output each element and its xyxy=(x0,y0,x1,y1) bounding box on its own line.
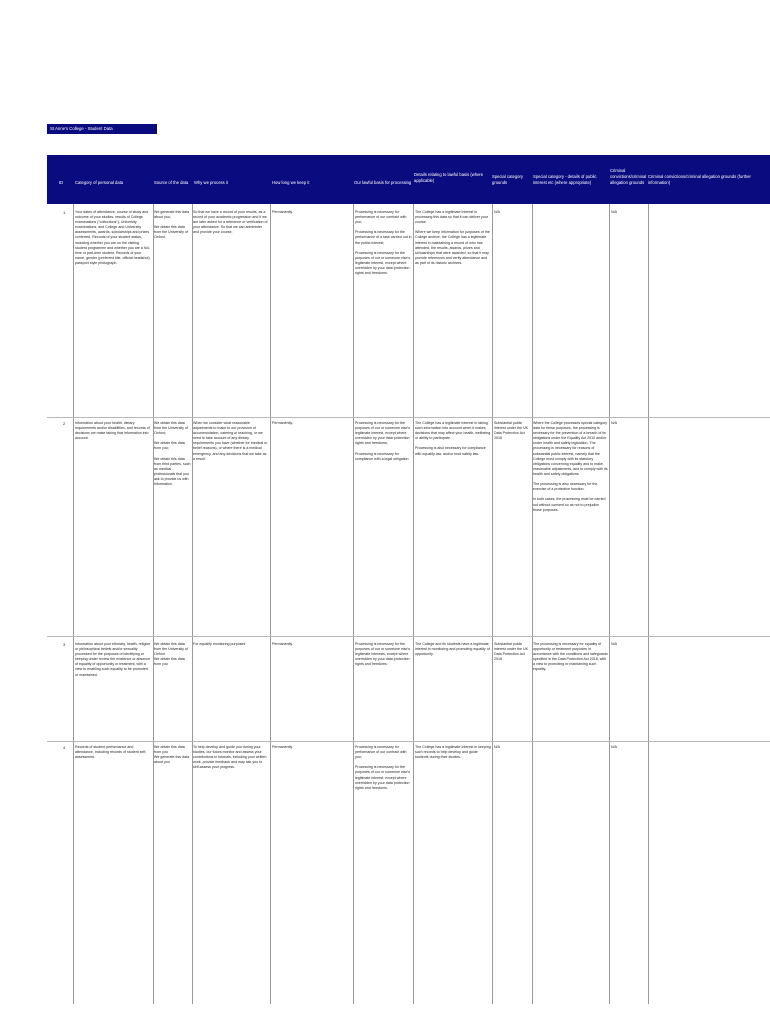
table-header xyxy=(47,155,770,204)
header-criminal-info: Criminal convictions/criminal allegation grounds (further information) xyxy=(648,174,751,185)
cell-category: Records of student performance and attendance, including records of student self-assessment. xyxy=(75,745,147,760)
header-id: ID xyxy=(59,180,64,185)
cell-why: For equality monitoring purposes xyxy=(193,642,246,646)
cell-special: Substantial public interest under the UK Data Protection Act 2018 xyxy=(494,421,528,441)
cell-special: N/A xyxy=(494,745,500,749)
cell-special: Substantial public interest under the UK Data Protection Act 2018 xyxy=(494,642,528,662)
header-special: Special category grounds xyxy=(492,174,523,185)
cell-how-long: Permanently. xyxy=(272,210,293,214)
cell-criminal: N/A xyxy=(611,210,617,214)
header-details: Details relating to lawful basis (where applicable) xyxy=(414,172,484,183)
cell-special-public: Where the College processes special category data for these purposes, the processing is necessary for the prevention of a breach of its obligations under the Equality Act 2010 and/or under health and safety legislation. The processing is necessary for reasons of substantial public interest, namely that the College must comply with its statutory obligations concerning equality and to make reasonable adjustments, and to comply with its health and safety obligations. The processing is also necessary for the exercise of a protective function. In both cases, the processing must be carried out without consent so as not to prejudice those purposes. xyxy=(533,421,608,512)
column-divider xyxy=(413,204,414,1004)
column-divider xyxy=(153,204,154,1004)
row-separator xyxy=(47,741,770,742)
cell-source: We obtain this data from the University of Oxford; We obtain this data from you; We obtain this data from third parties, such as medical professionals that you ask to provide us with information. xyxy=(154,421,191,487)
cell-why: So that we have a record of your results, as a record of your academic progression and if we are later asked for a reference or verification of your attendance. So that we can administer and provide your course. xyxy=(193,210,268,235)
cell-special: N/A xyxy=(494,210,500,214)
column-divider xyxy=(353,204,354,1004)
cell-source: We obtain this data from you We generate this data about you xyxy=(154,745,190,765)
cell-category: Information about your ethnicity, health, religion or philosophical beliefs and/or sexuality processed for the purposes of identifying or keeping under review the existence or absence of equality of opportunity or treatment, with a view to enabling such equality to be promoted or maintained. xyxy=(75,642,151,677)
sheet-title: St Anne's College - Student Data xyxy=(47,124,157,134)
cell-criminal: N/A xyxy=(611,421,617,425)
column-divider xyxy=(270,204,271,1004)
row-separator xyxy=(47,636,770,637)
header-why: Why we process it xyxy=(194,180,228,185)
cell-details: The College has a legitimate interest in taking such information into account when it makes decisions that may affect your health, wellbeing or ability to participate. Processing is also necessary for compliance with equality law, and/or food safety law. xyxy=(415,421,491,456)
cell-lawful-basis: Processing is necessary for performance of our contract with you; Processing is necessary for the performance of a task carried out in the public interest; Processing is necessary for the purposes of our or someone else's legitimate interest, except where overridden by your data protection rights and freedoms. xyxy=(355,210,412,276)
cell-how-long: Permanently. xyxy=(272,421,293,425)
header-lawful-basis: Our lawful basis for processing xyxy=(354,180,412,185)
cell-details: The College has a legitimate interest in processing this data so that it can deliver your course. Where we keep information for purposes of the College archive, the College has a legitimate interest in maintaining a record of who has attended, the results, awards, prizes and scholarships that were awarded, so that it may provide references and verify attendance and as part of its historic archives. xyxy=(415,210,490,265)
cell-source: We obtain this data from the University of Oxford We obtain this data from you xyxy=(154,642,188,667)
row-id: 4 xyxy=(63,745,66,750)
cell-how-long: Permanently. xyxy=(272,745,293,749)
cell-lawful-basis: Processing is necessary for the purposes of our or someone else's legitimate interests, except where overridden by your data protection rights and freedoms. xyxy=(355,642,411,667)
column-divider xyxy=(492,204,493,1004)
row-id: 3 xyxy=(63,642,66,647)
cell-details: The College and its students have a legitimate interest in monitoring and promoting equality of opportunity. xyxy=(415,642,490,657)
cell-lawful-basis: Processing is necessary for the purposes of our or someone else's legitimate interest, except where overridden by your data protection rights and freedoms; Processing is necessary for compliance with a legal obligation xyxy=(355,421,411,461)
cell-category: Information about your health, dietary requirements and/or disabilities, and records of decisions we make taking that information into account. xyxy=(75,421,150,441)
cell-why: To help develop and guide you during your studies, our tutors monitor and assess your contributions in tutorials, including your written work, provide feedback and may ask you to self-assess your progress. xyxy=(193,745,267,770)
header-source: Source of the data xyxy=(154,180,189,185)
header-how-long: How long we keep it xyxy=(272,180,310,185)
cell-criminal: N/A xyxy=(611,642,617,646)
cell-source: We generate this data about you; We obtain this data from the University of Oxford. xyxy=(154,210,190,240)
cell-details: The College has a legitimate interest in keeping such records to help develop and guide students during their studies. xyxy=(415,745,491,760)
column-divider xyxy=(73,204,74,1004)
column-divider xyxy=(609,204,610,1004)
header-criminal: Criminal convictions/criminal allegation grounds xyxy=(610,168,647,185)
row-separator xyxy=(47,417,770,418)
column-divider xyxy=(648,204,649,1004)
cell-special-public: The processing is necessary for equality of opportunity or treatment purposes in accordance with the conditions and safeguards specified in the Data Protection Act 2018, with a view to promoting or maintaining such equality. xyxy=(533,642,608,672)
cell-why: When we consider what reasonable adjustments to make to our provision of accommodation, catering or teaching, or we need to take account of any dietary requirements you have (whether for medical or belief reasons), or where there is a medical emergency, and any decisions that we take as a result. xyxy=(193,421,268,461)
cell-category: Your dates of attendance, course of study and outcome of your studies, results of College examinations ("collections"), University examinations, and College and University assessments, awards, scholarships and prizes conferred. Records of your student status, including whether you are on the visiting student programme and whether you are a full-time or part-time student. Records of your name, gender (preferred title, official headshot) passport style photograph. xyxy=(75,210,150,265)
column-divider xyxy=(192,204,193,1004)
column-divider xyxy=(532,204,533,1004)
cell-how-long: Permanently. xyxy=(272,642,293,646)
cell-lawful-basis: Processing is necessary for performance of our contract with you; Processing is necessary for the purposes of our or someone else's legitimate interest, except where overridden by your data protection rights and freedoms. xyxy=(355,745,411,790)
header-category: Category of personal data xyxy=(75,180,124,185)
row-id: 2 xyxy=(63,421,66,426)
header-special-public: Special category - details of public interest etc (where appropriate) xyxy=(533,174,597,185)
cell-criminal: N/A xyxy=(611,745,617,749)
row-id: 1 xyxy=(63,210,66,215)
